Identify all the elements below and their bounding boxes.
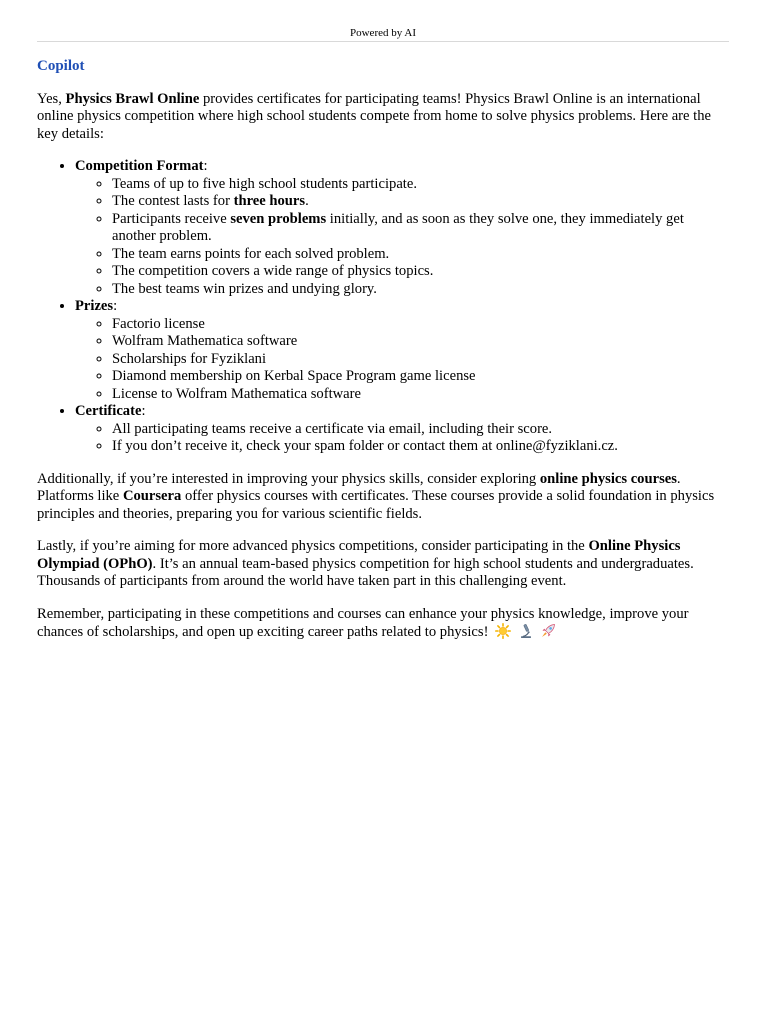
format-suffix: : xyxy=(203,158,208,174)
intro-paragraph xyxy=(37,91,729,144)
list-item xyxy=(112,193,729,211)
list-item: ◦ Teams of up to five high school students participate. xyxy=(112,176,729,194)
courses-text-1: Additionally, if you’re interested in improving your physics skills, consider exploring xyxy=(37,470,540,487)
list-item-format xyxy=(75,158,729,298)
item-text: The contest lasts for xyxy=(112,193,234,209)
format-label: Competition Format xyxy=(75,158,204,174)
list-item: ◦ The best teams win prizes and undying glory. xyxy=(112,281,729,299)
courses-text-2: . Platforms like xyxy=(37,470,681,504)
prizes-sublist xyxy=(75,316,729,404)
list-item: ◦ If you don’t receive it, check your spam folder or contact them at online@fyziklani.cz. xyxy=(112,438,729,456)
intro-bold-1: Physics Brawl Online xyxy=(65,90,200,107)
item-text: initially, and as soon as they solve one, they immediately get another problem. xyxy=(112,210,684,244)
olympiad-text-2: . It’s an annual team-based physics competition for high school students and undergraduates. Thousands of participants from around the world have taken part in this challenging event. xyxy=(37,555,694,589)
closing-paragraph xyxy=(37,606,729,642)
list-item: ◦ The team earns points for each solved problem. xyxy=(112,246,729,264)
item-text: . xyxy=(305,193,309,209)
olympiad-paragraph xyxy=(37,538,729,591)
courses-bold-1: online physics courses xyxy=(539,470,677,487)
certificate-sublist xyxy=(75,421,729,456)
certificate-suffix: : xyxy=(141,403,146,419)
closing-text: Remember, participating in these competitions and courses can enhance your physics knowledge, improve your chances of scholarships, and open up exciting career paths related to physics! xyxy=(37,605,689,640)
prizes-label: Prizes xyxy=(75,298,114,314)
rocket-icon xyxy=(540,623,556,639)
olympiad-text-1: Lastly, if you’re aiming for more advanced physics competitions, consider participating in the xyxy=(37,538,589,554)
intro-text-1: Yes, xyxy=(37,90,66,107)
item-bold: three hours xyxy=(233,193,306,209)
list-item-certificate xyxy=(75,403,729,456)
courses-bold-2: Coursera xyxy=(122,488,182,504)
powered-by-header: Powered by AI xyxy=(37,26,729,42)
list-item: ◦ License to Wolfram Mathematica software xyxy=(112,386,729,404)
item-text: Participants receive xyxy=(112,210,231,227)
list-item: ◦ Diamond membership on Kerbal Space Program game license xyxy=(112,368,729,386)
certificate-label: Certificate xyxy=(75,403,142,419)
list-item xyxy=(112,211,729,246)
courses-text-3: offer physics courses with certificates. These courses provide a solid foundation in physics principles and theories, preparing you for various scientific fields. xyxy=(37,488,715,522)
details-list xyxy=(37,158,729,456)
intro-text-2: provides certificates for participating teams! Physics Brawl Online is an international online physics competition where high school students compete from home to solve physics problems. Here are the key details: xyxy=(37,90,711,142)
list-item: ◦ The competition covers a wide range of physics topics. xyxy=(112,263,729,281)
assistant-name: Copilot xyxy=(37,58,85,74)
prizes-suffix: : xyxy=(113,298,118,314)
response-page xyxy=(37,0,729,642)
list-item: ◦ Scholarships for Fyziklani xyxy=(112,351,729,369)
microscope-icon xyxy=(518,623,534,639)
format-sublist xyxy=(75,176,729,299)
list-item: ◦ Factorio license xyxy=(112,316,729,334)
courses-paragraph xyxy=(37,471,729,524)
list-item-prizes xyxy=(75,298,729,403)
list-item: ◦ All participating teams receive a certificate via email, including their score. xyxy=(112,421,729,439)
sun-icon xyxy=(495,623,511,639)
list-item: ◦ Wolfram Mathematica software xyxy=(112,333,729,351)
olympiad-bold-1: Online Physics Olympiad (OPhO) xyxy=(37,538,681,572)
item-bold: seven problems xyxy=(230,210,327,227)
